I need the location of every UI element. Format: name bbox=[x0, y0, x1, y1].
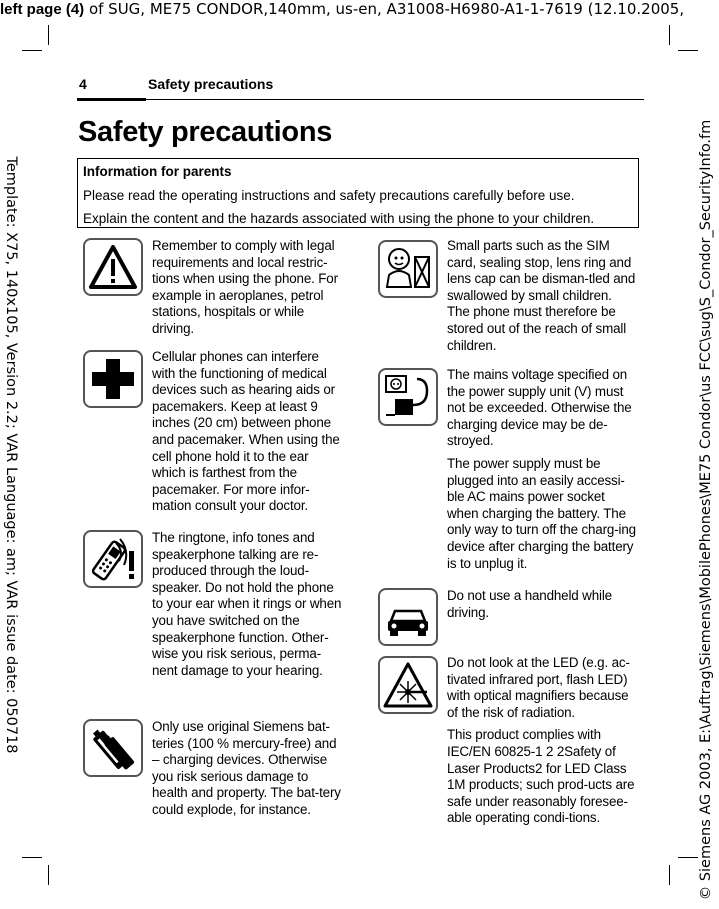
print-header-rest: of SUG, ME75 CONDOR,140mm, us-en, A31008-H6980-A1-1-7619 (12.10.2005, bbox=[84, 0, 685, 18]
template-info: Template: X75, 140x105, Version 2.2; VAR Language: am; VAR issue date: 050718 bbox=[3, 156, 19, 754]
crop-mark bbox=[678, 857, 698, 858]
right-margin-note bbox=[693, 0, 719, 909]
info-title: Information for parents bbox=[83, 164, 232, 179]
safety-text-group bbox=[447, 367, 637, 578]
small-parts-child-icon bbox=[378, 240, 438, 298]
crop-mark bbox=[22, 857, 42, 858]
info-line-1: Please read the operating instructions and safety precautions carefully before use. bbox=[83, 188, 575, 203]
copyright-path: © Siemens AG 2003, E:\Auftrag\Siemens\MobilePhones\ME75 Condor\us FCC\sug\S_Condor_SecurityInfo.fm bbox=[698, 119, 714, 901]
crop-mark bbox=[669, 865, 670, 885]
crop-mark bbox=[48, 25, 49, 45]
safety-text: Remember to comply with legal requirements and local restric-tions when using the phone. For example in aeroplanes, petrol stations, hospitals or while driving. bbox=[152, 238, 338, 336]
print-header bbox=[0, 0, 719, 20]
parents-info-box bbox=[77, 158, 639, 228]
left-margin-note bbox=[0, 0, 22, 909]
crop-mark bbox=[22, 50, 42, 51]
page-title: Safety precautions bbox=[78, 116, 333, 148]
crop-mark bbox=[669, 25, 670, 45]
safety-text: Do not look at the LED (e.g. ac-tivated infrared port, flash LED) with optical magnifiers because of the risk of radiation. bbox=[447, 655, 630, 720]
warning-icon bbox=[83, 238, 143, 296]
running-head-title: Safety precautions bbox=[148, 76, 274, 92]
crop-mark bbox=[48, 865, 49, 885]
safety-text: Do not use a handheld while driving. bbox=[447, 588, 612, 620]
safety-text-group bbox=[447, 655, 637, 833]
header-rule bbox=[77, 99, 644, 100]
safety-text: Only use original Siemens bat-teries (100 % mercury-free) and – charging devices. Otherwise you risk serious damage to health and property. The bat-tery could explode, for instance. bbox=[152, 719, 341, 817]
safety-text: The mains voltage specified on the power supply unit (V) must not be exceeded. Otherwise the charging device may be de-stroyed. bbox=[447, 367, 632, 449]
page-number: 4 bbox=[79, 76, 87, 92]
crop-mark bbox=[678, 50, 698, 51]
print-header-bold: left page (4) bbox=[0, 1, 85, 18]
car-icon bbox=[378, 588, 438, 646]
safety-text: The ringtone, info tones and speakerphone talking are re-produced through the loud-speaker. Do not hold the phone to your ear when it rings or when you have switched on the speakerphone function. Other-wise you risk serious, perma-nent damage to your hearing. bbox=[152, 530, 342, 678]
power-supply-icon bbox=[378, 368, 438, 426]
laser-warning-icon bbox=[378, 656, 438, 714]
safety-text: The power supply must be plugged into an easily accessi-ble AC mains power socket when charging the battery. The only way to turn off the charg-ing device after charging the battery is to unplug it. bbox=[447, 455, 636, 571]
loud-phone-icon bbox=[83, 530, 143, 588]
medical-cross-icon bbox=[83, 350, 143, 408]
safety-text: This product complies with IEC/EN 60825-1 2 2Safety of Laser Products2 for LED Class 1M products; such prod-ucts are safe under reasonably foresee-able operating condi-tions. bbox=[447, 727, 635, 826]
safety-text: Small parts such as the SIM card, sealing stop, lens ring and lens cap can be disman-tled and swallowed by small children. The phone must therefore be stored out of the reach of small children. bbox=[447, 238, 636, 353]
battery-icon bbox=[83, 719, 143, 777]
safety-text: Cellular phones can interfere with the functioning of medical devices such as hearing aids or pacemakers. Keep at least 9 inches (20 cm) between phone and pacemaker. When using the cell phone hold it to the ear which is farthest from the pacemaker. For more infor-mation consult your doctor. bbox=[152, 349, 340, 514]
info-line-2: Explain the content and the hazards associated with using the phone to your children. bbox=[83, 211, 595, 226]
